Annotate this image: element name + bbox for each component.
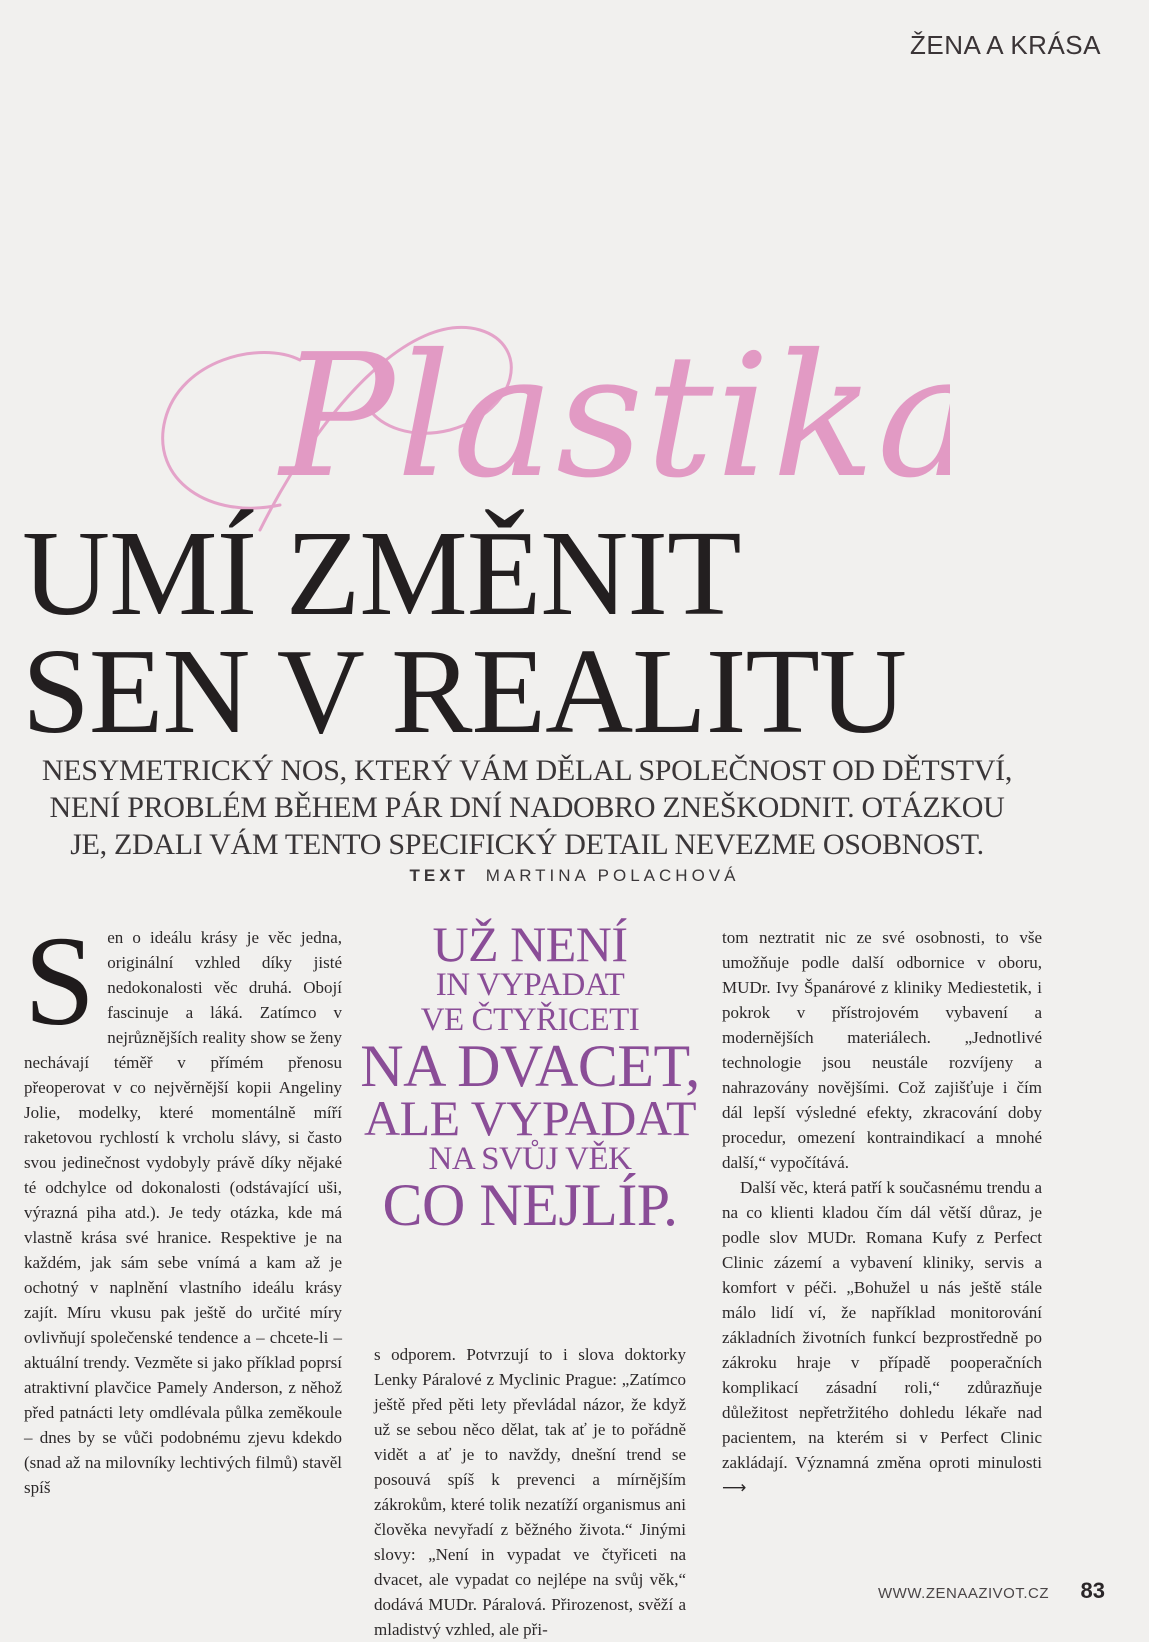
lead-paragraph bbox=[22, 752, 1032, 863]
body-column-3 bbox=[722, 925, 1042, 1501]
section-label: ŽENA A KRÁSA bbox=[910, 30, 1101, 60]
drop-cap: S bbox=[24, 910, 96, 1052]
footer-url: WWW.ZENAAZIVOT.CZ bbox=[878, 1585, 1049, 1602]
headline-line-2: SEN V REALITU bbox=[22, 624, 906, 759]
lead-line-2: NENÍ PROBLÉM BĚHEM PÁR DNÍ NADOBRO ZNEŠKODNIT. OTÁZKOU bbox=[49, 791, 1005, 824]
body-text-col3-p1: tom neztratit nic ze své osobnosti, to vše umožňuje podle další odbornice v oboru, MUDr. Ivy Španárové z kliniky Mediestetik, i pokrok v přístrojovém vybavení a modernějších materiálech. „Jednotlivé technologie jsou neustále rozvíjeny a nahrazovány novějšími. Což zajišťuje i čím dál lepší výsledné efekty, zkracování doby procedur, omezení kontraindikací a mnohé další,“ vypočítává. bbox=[722, 928, 1042, 1172]
body-column-2 bbox=[374, 1342, 686, 1642]
body-text-col2: s odporem. Potvrzují to i slova doktorky Lenky Páralové z Myclinic Prague: „Zatímco ještě před pěti lety převládal názor, že když už se sebou něco dělat, tak ať je to pořádně vidět a ať je to navždy, dnešní trend se posouvá spíš k prevenci a mírnějším zákrokům, které tolik nezatíží organismus ani člověka nevyřadí z běžného života.“ Jinými slovy: „Není in vypadat ve čtyřiceti na dvacet, ale vypadat co nejlépe na svůj věk,“ dodává MUDr. Páralová. Přirozenost, svěží a mladistvý vzhled, ale při- bbox=[374, 1345, 686, 1639]
pull-quote-line-4: NA DVACET, bbox=[360, 1033, 700, 1099]
lead-line-1: NESYMETRICKÝ NOS, KTERÝ VÁM DĚLAL SPOLEČNOST OD DĚTSTVÍ, bbox=[41, 754, 1013, 787]
script-title-plastika bbox=[150, 300, 950, 540]
pull-quote-line-2: IN VYPADAT bbox=[435, 967, 625, 1003]
body-column-1 bbox=[24, 910, 342, 1500]
continue-arrow-icon: ⟶ bbox=[722, 1478, 747, 1498]
pull-quote-line-3: VE ČTYŘICETI bbox=[420, 1002, 640, 1038]
page-number: 83 bbox=[1080, 1578, 1105, 1603]
pull-quote bbox=[360, 916, 700, 1238]
pull-quote-line-5: ALE VYPADAT bbox=[363, 1090, 697, 1146]
lead-line-3: JE, ZDALI VÁM TENTO SPECIFICKÝ DETAIL NEVEZME OSOBNOST. bbox=[70, 828, 984, 861]
pull-quote-line-6: NA SVŮJ VĚK bbox=[428, 1141, 632, 1177]
byline bbox=[0, 866, 1149, 886]
pull-quote-line-7: CO NEJLÍP. bbox=[382, 1172, 678, 1238]
byline-label: TEXT bbox=[409, 866, 469, 885]
script-word: Plastika bbox=[280, 318, 950, 516]
byline-author: MARTINA POLACHOVÁ bbox=[485, 866, 740, 885]
headline-line-1: UMÍ ZMĚNIT bbox=[22, 506, 741, 641]
headline bbox=[22, 506, 906, 759]
body-text-col3-p2: Další věc, která patří k současnému trendu a na co klienti kladou čím dál větší důraz, je podle slov MUDr. Romana Kufy z Perfect Clinic zázemí a vybavení kliniky, servis a komfort v péči. „Bohužel u nás ještě stále málo lidí ví, že například monitorování základních životních funkcí bezprostředně po zákroku hraje v případě pooperačních komplikací zásadní roli,“ zdůrazňuje důležitost nepřetržitého dohledu lékaře nad pacientem, na kterém si v Perfect Clinic zakládají. Významná změna oproti minulosti ⟶ bbox=[722, 1178, 1042, 1498]
body-text-col1: en o ideálu krásy je věc jedna, originální vzhled díky jisté nedokonalosti věc druhá. Obojí fascinuje a láká. Zatímco v nejrůznějších reality show se ženy nechávají téměř v přímém přenosu přeoperovat v co nejvěrnější kopii Angeliny Jolie, modelky, které momentálně míří raketovou rychlostí k vrcholu slávy, si často svou jedinečnost vydobyly právě díky nějaké té odchylce od dokonalosti (odstávající uši, výrazná piha atd.). Je tedy otázka, kde má vlastně krása své hranice. Respektive je na každém, jak sám sebe vnímá a kam až je ochotný v naplnění vlastního ideálu krásy zajít. Míru vkusu pak ještě do určité míry ovlivňují společenské tendence a – chcete-li – aktuální trendy. Vezměte si jako příklad poprsí atraktivní plavčice Pamely Anderson, z něhož před patnácti lety omdlévala půlka zeměkoule – dnes by se vůči podobnému zjevu kdekdo (snad až na milovníky lechtivých filmů) stavěl spíš bbox=[24, 928, 342, 1497]
pull-quote-line-1: UŽ NENÍ bbox=[432, 916, 628, 972]
